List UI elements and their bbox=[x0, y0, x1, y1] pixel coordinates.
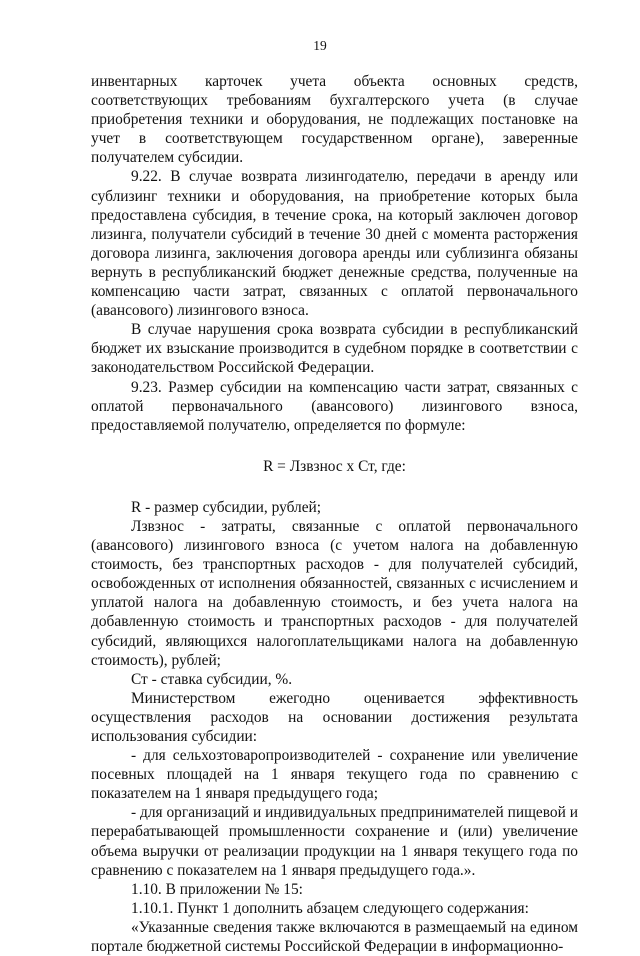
document-body bbox=[91, 72, 578, 956]
paragraph-1-10: 1.10. В приложении № 15: bbox=[131, 880, 303, 898]
paragraph-9-23: 9.23. Размер субсидии на компенсацию части затрат, связанных с оплатой первоначального (авансового) лизингового взноса, предоставляемой получателю, определяется по формуле: bbox=[91, 378, 578, 434]
paragraph-quote-start: «Указанные сведения также включаются в размещаемый на едином портале бюджетной системы Российской Федерации в информационно- bbox=[91, 918, 578, 956]
paragraph-inventory-cards: инвентарных карточек учета объекта основных средств, соответствующих требованиям бухгалтерского учета (в случае приобретения техники и оборудования, не подлежащих постановке на учет в соответствующем государственном органе), заверенные получателем субсидии. bbox=[91, 73, 578, 167]
definition-st: Ст - ставка субсидии, %. bbox=[131, 670, 293, 688]
formula: R = Лзвзнос х Ст, где: bbox=[263, 457, 406, 475]
page-number: 19 bbox=[313, 38, 327, 53]
definition-r: R - размер субсидии, рублей; bbox=[131, 498, 322, 516]
paragraph-violation-deadline: В случае нарушения срока возврата субсидии в республиканский бюджет их взыскание производится в судебном порядке в соответствии с законодательством Российской Федерации. bbox=[91, 321, 578, 377]
paragraph-9-22: 9.22. В случае возврата лизингодателю, передачи в аренду или сублизинг техники и оборудования, на приобретение которых была предоставлена субсидия, в течение срока, на который заключен договор лизинга, получатели субсидий в течение 30 дней с момента расторжения договора лизинга, заключения договора аренды или сублизинга обязаны вернуть в республиканский бюджет денежные средства, полученные на компенсацию части затрат, связанных с оплатой первоначального (авансового) лизингового взноса. bbox=[91, 168, 578, 320]
list-item-food-industry: - для организаций и индивидуальных предпринимателей пищевой и перерабатывающей промышленности сохранение и (или) увеличение объема выручки от реализации продукции на 1 января текущего года по сравнению с показателем на 1 января предыдущего года.». bbox=[91, 804, 578, 879]
definition-lzvznos: Лзвзнос - затраты, связанные с оплатой первоначального (авансового) лизингового взноса (с учетом налога на добавленную стоимость, без транспортных расходов - для получателей субсидий, освобожденных от исполнения обязанностей, связанных с исчислением и уплатой налога на добавленную стоимость, и без учета налога на добавленную стоимость и транспортных расходов - для получателей субсидий, являющихся налогоплательщиками налога на добавленную стоимость), рублей; bbox=[91, 517, 578, 669]
list-item-agri-producers: - для сельхозтоваропроизводителей - сохранение или увеличение посевных площадей на 1 января текущего года по сравнению с показателем на 1 января предыдущего года; bbox=[91, 747, 578, 803]
paragraph-1-10-1: 1.10.1. Пункт 1 дополнить абзацем следующего содержания: bbox=[131, 899, 529, 917]
paragraph-efficiency: Министерством ежегодно оценивается эффективность осуществления расходов на основании достижения результата использования субсидии: bbox=[91, 689, 578, 745]
